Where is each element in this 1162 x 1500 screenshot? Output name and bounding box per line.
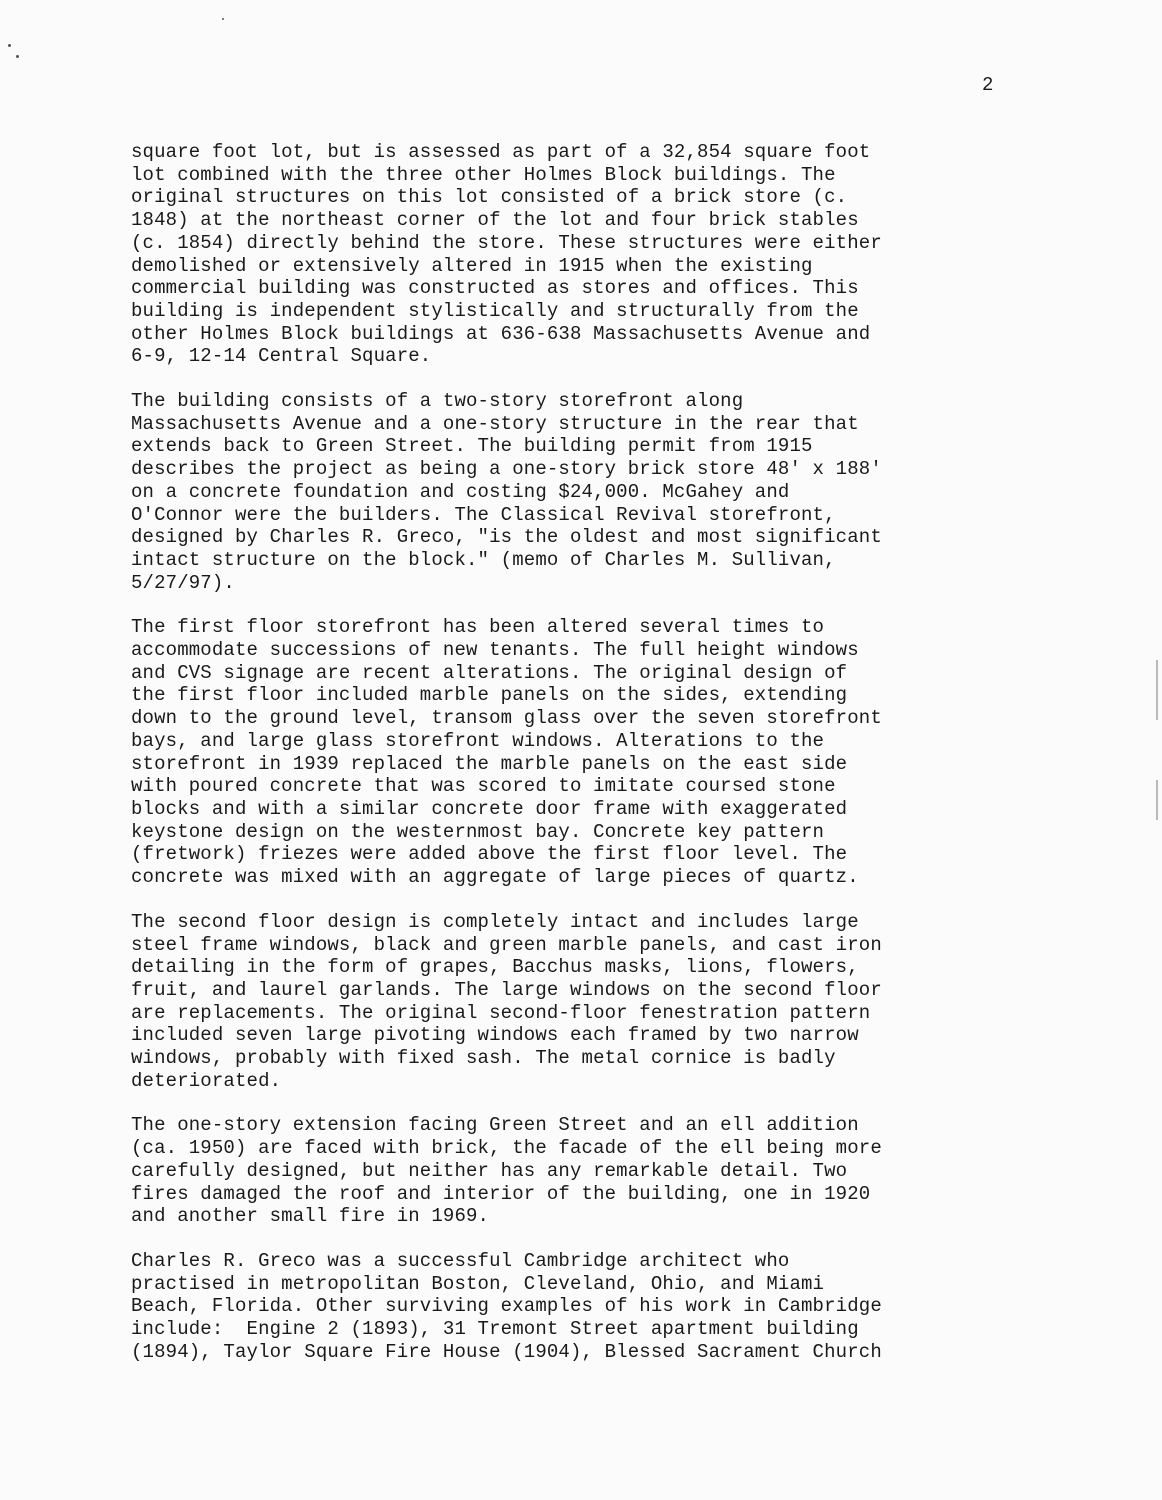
page-number: 2 (982, 74, 994, 96)
paragraph-extension: The one-story extension facing Green Street and an ell addition (ca. 1950) are faced with brick, the facade of the ell being more carefully designed, but neither has any remarkable detail. Two fires damaged the roof and interior of the building, one in 1920 and another small fire in 1969. (131, 1114, 882, 1228)
paragraph-first-floor: The first floor storefront has been altered several times to accommodate successions of new tenants. The full height windows and CVS signage are recent alterations. The original design of the first floor included marble panels on the sides, extending down to the ground level, transom glass over the seven storefront bays, and large glass storefront windows. Alterations to the storefront in 1939 replaced the marble panels on the east side with poured concrete that was scored to imitate coursed stone blocks and with a similar concrete door frame with exaggerated keystone design on the westernmost bay. Concrete key pattern (fretwork) friezes were added above the first floor level. The concrete was mixed with an aggregate of large pieces of quartz. (131, 616, 882, 889)
document-body (131, 141, 1036, 1385)
scan-edge-mark (1156, 660, 1158, 720)
paragraph-second-floor: The second floor design is completely intact and includes large steel frame windows, black and green marble panels, and cast iron detailing in the form of grapes, Bacchus masks, lions, flowers, fruit, and laurel garlands. The large windows on the second floor are replacements. The original second-floor fenestration pattern included seven large pivoting windows each framed by two narrow windows, probably with fixed sash. The metal cornice is badly deteriorated. (131, 910, 882, 1092)
paragraph-lot-description: square foot lot, but is assessed as part of a 32,854 square foot lot combined with the three other Holmes Block buildings. The original structures on this lot consisted of a brick store (c. 1848) at the northeast corner of the lot and four brick stables (c. 1854) directly behind the store. These structures were either demolished or extensively altered in 1915 when the existing commercial building was constructed as stores and offices. This building is independent stylistically and structurally from the other Holmes Block buildings at 636-638 Massachusetts Avenue and 6-9, 12-14 Central Square. (131, 141, 882, 368)
scan-edge-mark (1156, 780, 1158, 820)
scan-speck (16, 55, 19, 58)
scan-speck (222, 18, 224, 20)
paragraph-architect: Charles R. Greco was a successful Cambridge architect who practised in metropolitan Boston, Cleveland, Ohio, and Miami Beach, Florida. Other surviving examples of his work in Cambridge include: Engine 2 (1893), 31 Tremont Street apartment building (1894), Taylor Square Fire House (1904), Blessed Sacrament Church (131, 1249, 882, 1363)
scan-speck (8, 44, 11, 47)
paragraph-building-structure: The building consists of a two-story storefront along Massachusetts Avenue and a one-story structure in the rear that extends back to Green Street. The building permit from 1915 describes the project as being a one-story brick store 48' x 188' on a concrete foundation and costing $24,000. McGahey and O'Connor were the builders. The Classical Revival storefront, designed by Charles R. Greco, "is the oldest and most significant intact structure on the block." (memo of Charles M. Sullivan, 5/27/97). (131, 390, 882, 594)
